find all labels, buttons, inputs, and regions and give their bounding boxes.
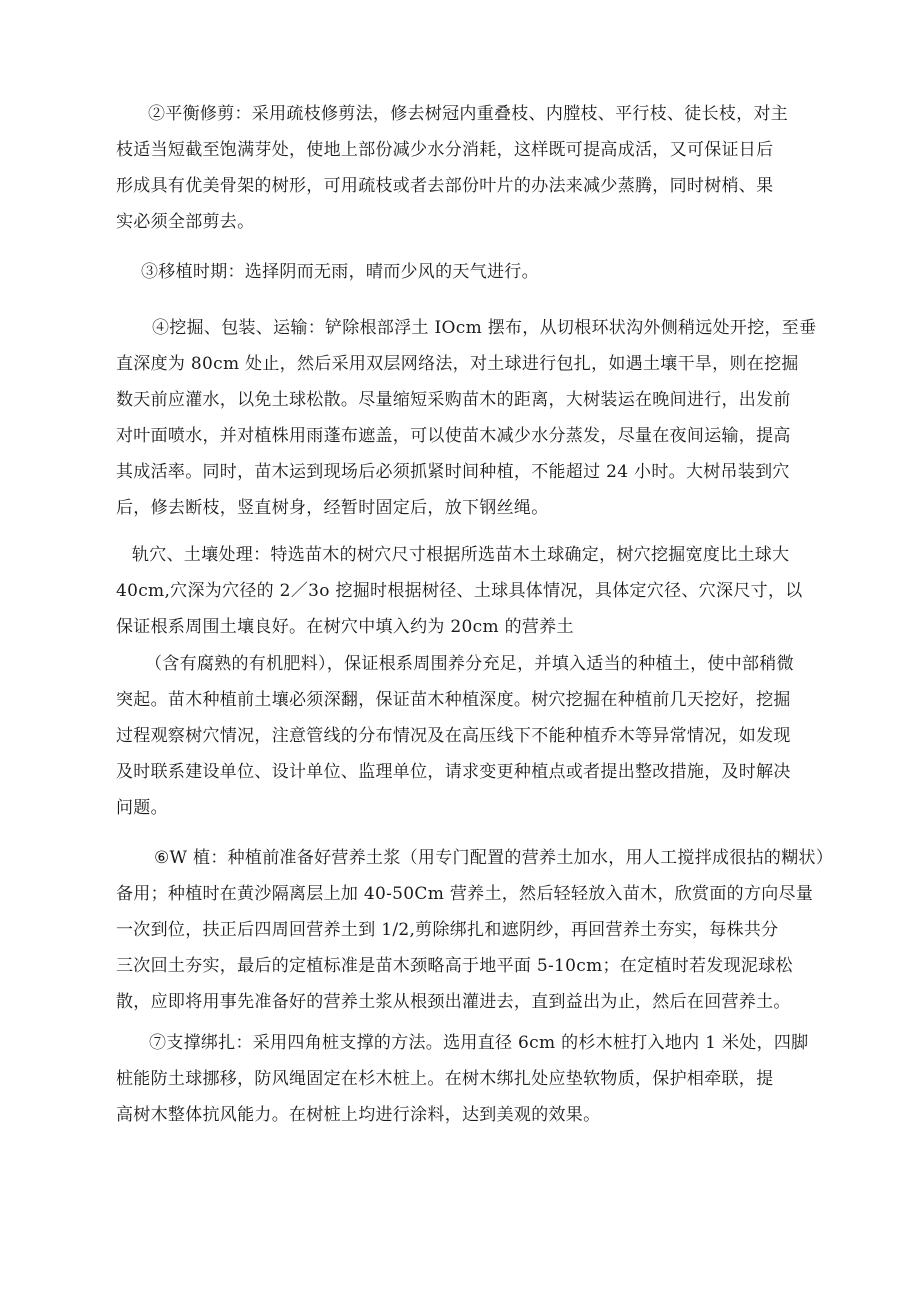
text-line: （含有腐熟的有机肥料），保证根系周围养分充足，并填入适当的种植土，使中部稍微 — [145, 654, 794, 674]
text-line: 实必须全部剪去。 — [116, 212, 255, 232]
text-line: 直深度为 80cm 处止，然后采用双层网络法，对土球进行包扎，如遇土壤干旱，则在挖掘 — [116, 354, 799, 374]
text-line: 形成具有优美骨架的树形，可用疏枝或者去部份叶片的办法来减少蒸腾，同时树梢、果 — [116, 176, 774, 196]
text-line: ⑥W 植：种植前准备好营养土浆（用专门配置的营养土加水，用人工搅拌成很拈的糊状） — [154, 848, 834, 868]
text-line: ⑦支撑绑扎：采用四角桩支撑的方法。选用直径 6cm 的杉木桩打入地内 1 米处，四脚 — [149, 1033, 809, 1053]
text-line: 40cm,穴深为穴径的 2／3o 挖掘时根据树径、土球具体情况，具体定穴径、穴深尺寸，以 — [116, 581, 803, 601]
text-line: 数天前应灌水，以免土球松散。尽量缩短采购苗木的距离，大树装运在晚间进行，出发前 — [116, 390, 791, 410]
text-line: 过程观察树穴情况，注意管线的分布情况及在高压线下不能种植乔木等异常情况，如发现 — [116, 726, 791, 746]
text-line: 后，修去断枝，竖直树身，经暂时固定后，放下钢丝绳。 — [116, 498, 549, 518]
paragraph-planting — [116, 840, 834, 1020]
text-line: 轨穴、土壤处理：特选苗木的树穴尺寸根据所选苗木土球确定，树穴挖掘宽度比土球大 — [132, 545, 790, 565]
text-line: 高树木整体抗风能力。在树桩上均进行涂料，达到美观的效果。 — [116, 1105, 601, 1125]
text-line: ②平衡修剪：采用疏枝修剪法，修去树冠内重叠枝、内膛枝、平行枝、徒长枝，对主 — [148, 104, 789, 124]
text-line: 三次回土夯实，最后的定植标准是苗木颈略高于地平面 5-10cm；在定植时若发现泥球松 — [116, 956, 793, 976]
text-line: 及时联系建设单位、设计单位、监理单位，请求变更种植点或者提出整改措施，及时解决 — [116, 762, 791, 782]
text-line: 散，应即将用事先准备好的营养土浆从根颈出灌进去，直到益出为止，然后在回营养土。 — [116, 992, 791, 1012]
paragraph-transplant-period — [116, 254, 796, 290]
text-line: 保证根系周围土壤良好。在树穴中填入约为 20cm 的营养土 — [116, 617, 574, 637]
text-line: 对叶面喷水，并对植株用雨蓬布遮盖，可以使苗木减少水分蒸发，尽量在夜间运输，提高 — [116, 426, 791, 446]
text-line: 问题。 — [116, 798, 168, 818]
paragraph-digging-packing-transport — [116, 310, 817, 526]
text-line: 突起。苗木种植前土壤必须深翻，保证苗木种植深度。树穴挖掘在种植前几天挖好，挖掘 — [116, 690, 791, 710]
paragraph-organic-fertilizer — [116, 646, 796, 826]
paragraph-balance-pruning — [116, 96, 796, 240]
paragraph-support-binding — [116, 1025, 809, 1133]
text-line: 备用；种植时在黄沙隔离层上加 40-50Cm 营养土，然后轻轻放入苗木，欣赏面的方向尽量 — [116, 884, 814, 904]
text-line: 一次到位，扶正后四周回营养土到 1/2,剪除绑扎和遮阴纱，再回营养土夯实，每株共分 — [116, 920, 779, 940]
text-line: 桩能防土球挪移，防风绳固定在杉木桩上。在树木绑扎处应垫软物质，保护相牵联，提 — [116, 1069, 774, 1089]
text-line: ③移植时期：选择阴而无雨，晴而少风的天气进行。 — [141, 262, 539, 282]
paragraph-pit-soil-treatment — [116, 537, 803, 645]
text-line: 其成活率。同时，苗木运到现场后必须抓紧时间种植，不能超过 24 小时。大树吊装到穴 — [116, 462, 790, 482]
text-line: ④挖掘、包装、运输：铲除根部浮土 IOcm 摆布，从切根环状沟外侧稍远处开挖，至垂 — [152, 318, 817, 338]
text-line: 枝适当短截至饱满芽处，使地上部份减少水分消耗，这样既可提高成活，又可保证日后 — [116, 140, 774, 160]
